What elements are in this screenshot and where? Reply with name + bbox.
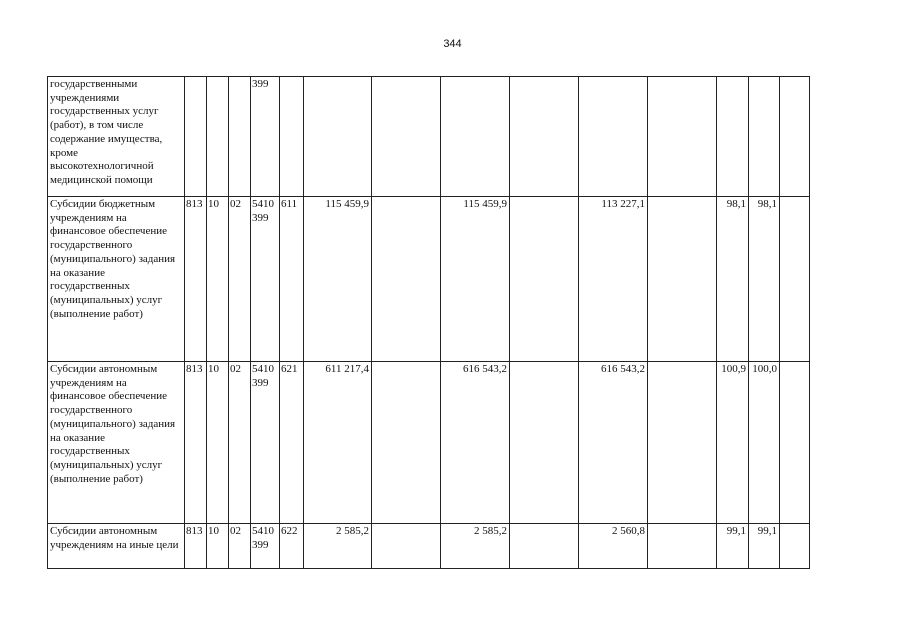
spacer-cell [780, 362, 810, 524]
budget-table [47, 76, 810, 569]
row-name-cell: Субсидии автономным учреждениям на финансовое обеспечение государственного (муниципального) задания на оказание государственных (муниципальных) услуг (выполнение работ) [48, 362, 185, 524]
executed-cell [579, 77, 648, 197]
pct-plan-cell: 98,1 [717, 197, 749, 362]
spacer-cell [780, 77, 810, 197]
refined-cell: 2 585,2 [441, 524, 510, 569]
spacer-cell [372, 77, 441, 197]
ved-cell: 813 [185, 524, 207, 569]
spacer-cell [510, 362, 579, 524]
row-name-cell: Субсидии бюджетным учреждениям на финансовое обеспечение государственного (муниципального) задания на оказание государственных (муниципальных) услуг (выполнение работ) [48, 197, 185, 362]
table-row [48, 77, 810, 197]
refined-cell [441, 77, 510, 197]
pr-cell: 02 [229, 197, 251, 362]
table-row [48, 524, 810, 569]
page-number: 344 [443, 38, 462, 50]
table-row [48, 362, 810, 524]
pct-refined-cell [749, 77, 780, 197]
spacer-cell [648, 77, 717, 197]
row-name-cell: государственными учреждениями государственных услуг (работ), в том числе содержание имущества, кроме высокотехнологичной медицинской помощи [48, 77, 185, 197]
csr-cell: 399 [251, 77, 280, 197]
plan-cell [304, 77, 372, 197]
refined-cell: 616 543,2 [441, 362, 510, 524]
plan-cell: 611 217,4 [304, 362, 372, 524]
executed-cell: 113 227,1 [579, 197, 648, 362]
spacer-cell [648, 197, 717, 362]
ved-cell [185, 77, 207, 197]
csr-cell: 5410 399 [251, 524, 280, 569]
spacer-cell [648, 524, 717, 569]
pct-refined-cell: 100,0 [749, 362, 780, 524]
pct-refined-cell: 99,1 [749, 524, 780, 569]
executed-cell: 2 560,8 [579, 524, 648, 569]
executed-cell: 616 543,2 [579, 362, 648, 524]
rz-cell: 10 [207, 197, 229, 362]
spacer-cell [372, 197, 441, 362]
rz-cell: 10 [207, 362, 229, 524]
plan-cell: 115 459,9 [304, 197, 372, 362]
spacer-cell [780, 524, 810, 569]
spacer-cell [510, 197, 579, 362]
row-name-cell: Субсидии автономным учреждениям на иные цели [48, 524, 185, 569]
ved-cell: 813 [185, 362, 207, 524]
spacer-cell [780, 197, 810, 362]
vr-cell: 621 [280, 362, 304, 524]
pct-plan-cell: 100,9 [717, 362, 749, 524]
vr-cell [280, 77, 304, 197]
csr-cell: 5410 399 [251, 197, 280, 362]
pct-plan-cell [717, 77, 749, 197]
ved-cell: 813 [185, 197, 207, 362]
pr-cell: 02 [229, 524, 251, 569]
rz-cell [207, 77, 229, 197]
pr-cell: 02 [229, 362, 251, 524]
spacer-cell [372, 362, 441, 524]
rz-cell: 10 [207, 524, 229, 569]
spacer-cell [372, 524, 441, 569]
plan-cell: 2 585,2 [304, 524, 372, 569]
pct-refined-cell: 98,1 [749, 197, 780, 362]
csr-cell: 5410 399 [251, 362, 280, 524]
pct-plan-cell: 99,1 [717, 524, 749, 569]
vr-cell: 611 [280, 197, 304, 362]
spacer-cell [648, 362, 717, 524]
spacer-cell [510, 524, 579, 569]
refined-cell: 115 459,9 [441, 197, 510, 362]
vr-cell: 622 [280, 524, 304, 569]
table-row [48, 197, 810, 362]
pr-cell [229, 77, 251, 197]
spacer-cell [510, 77, 579, 197]
